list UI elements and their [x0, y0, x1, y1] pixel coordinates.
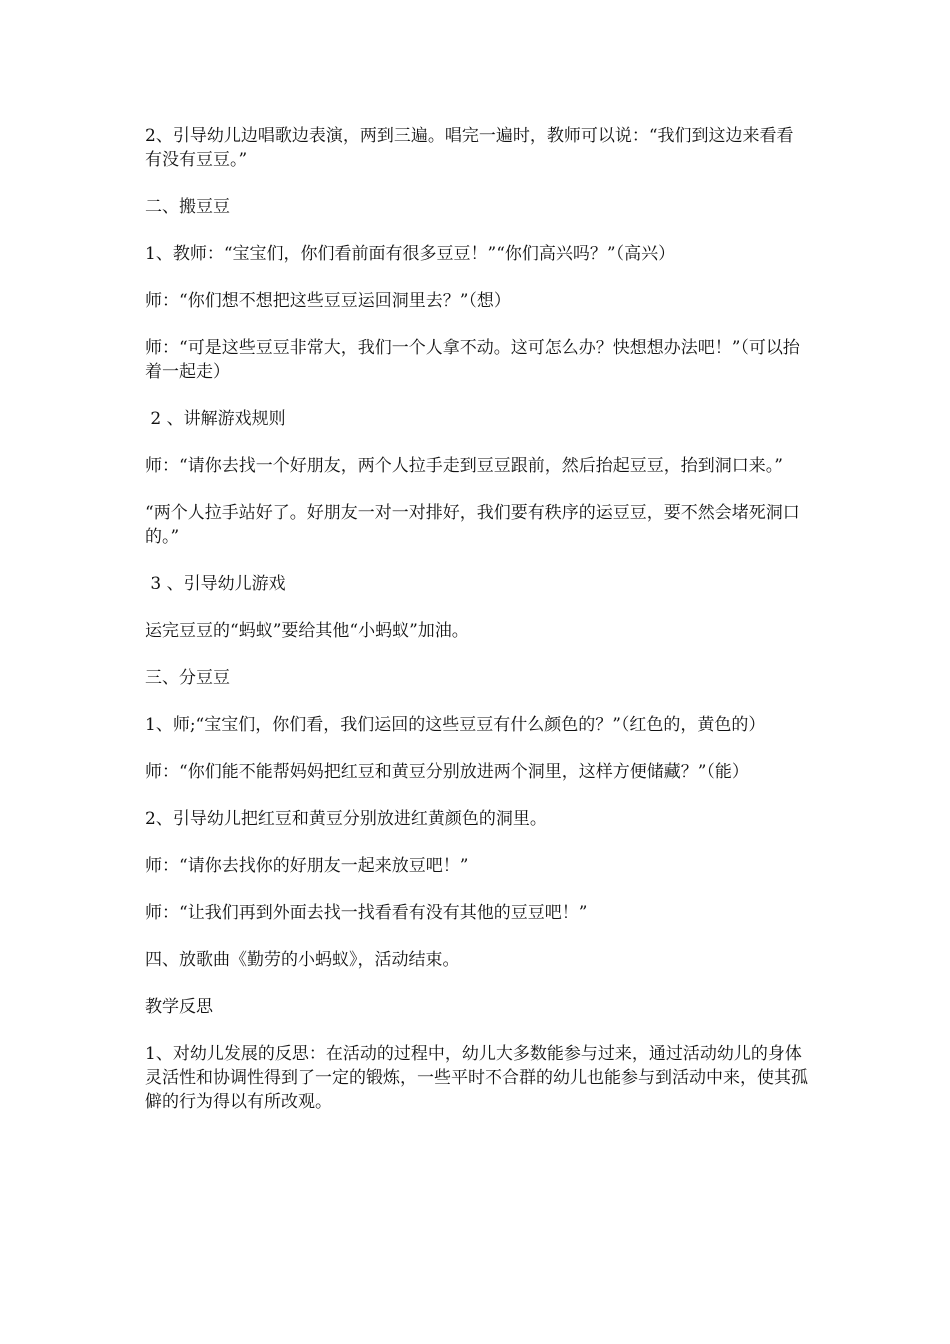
paragraph-song-performance: 2、引导幼儿边唱歌边表演，两到三遍。唱完一遍时，教师可以说：“我们到这边来看看有没有豆豆。” [145, 126, 794, 170]
paragraph-bean-colors: 1、师;“宝宝们，你们看，我们运回的这些豆豆有什么颜色的？”（红色的，黄色的） [145, 715, 766, 735]
subheading-guide-game: 3 、引导幼儿游戏 [145, 574, 286, 594]
paragraph-put-beans-friend: 师：“请你去找你的好朋友一起来放豆吧！” [145, 856, 469, 876]
document-page [145, 124, 810, 1137]
section-heading-end-activity: 四、放歌曲《勤劳的小蚂蚁》，活动结束。 [145, 950, 460, 970]
section-heading-sort-beans: 三、分豆豆 [145, 668, 230, 688]
section-heading-reflection: 教学反思 [145, 997, 213, 1017]
paragraph-line-up: “两个人拉手站好了。好朋友一对一对排好，我们要有秩序的运豆豆，要不然会堵死洞口的。” [145, 503, 800, 547]
subheading-game-rules: 2 、讲解游戏规则 [145, 409, 286, 429]
paragraph-find-friend: 师：“请你去找一个好朋友，两个人拉手走到豆豆跟前，然后抬起豆豆，抬到洞口来。” [145, 456, 783, 476]
paragraph-separate-beans: 师：“你们能不能帮妈妈把红豆和黄豆分别放进两个洞里，这样方便储藏？”（能） [145, 762, 749, 782]
paragraph-place-colored-holes: 2、引导幼儿把红豆和黄豆分别放进红黄颜色的洞里。 [145, 809, 547, 829]
paragraph-teacher-carry-home: 师：“你们想不想把这些豆豆运回洞里去？”（想） [145, 291, 511, 311]
paragraph-teacher-many-beans: 1、教师：“宝宝们，你们看前面有很多豆豆！”“你们高兴吗？”（高兴） [145, 244, 676, 264]
paragraph-reflection-development: 1、对幼儿发展的反思：在活动的过程中，幼儿大多数能参与过来，通过活动幼儿的身体灵活性和协调性得到了一定的锻炼，一些平时不合群的幼儿也能参与到活动中来，使其孤僻的行为得以有所改观。 [145, 1044, 808, 1112]
section-heading-move-beans: 二、搬豆豆 [145, 197, 230, 217]
paragraph-find-more-beans: 师：“让我们再到外面去找一找看看有没有其他的豆豆吧！” [145, 903, 588, 923]
paragraph-teacher-beans-heavy: 师：“可是这些豆豆非常大，我们一个人拿不动。这可怎么办？快想想办法吧！”（可以抬着一起走） [145, 338, 800, 382]
paragraph-cheer-ants: 运完豆豆的“蚂蚁”要给其他“小蚂蚁”加油。 [145, 621, 469, 641]
